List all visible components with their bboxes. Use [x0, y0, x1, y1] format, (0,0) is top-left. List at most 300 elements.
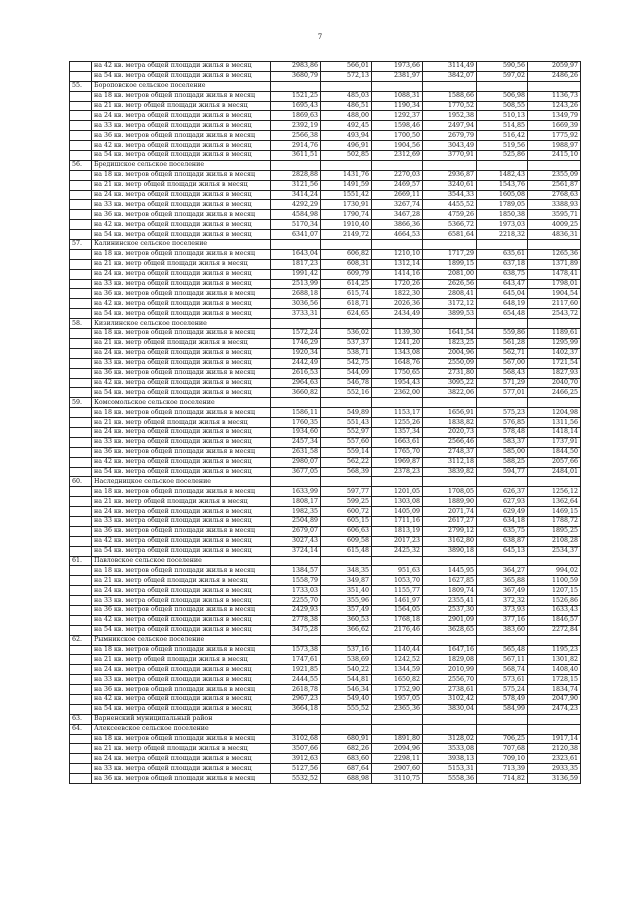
- value-cell: 508,55: [477, 101, 528, 111]
- value-cell: [423, 240, 477, 250]
- value-cell: [372, 714, 423, 724]
- value-cell: 1195,23: [528, 645, 581, 655]
- row-label: на 36 кв. метров общей площади жилья в месяц: [92, 289, 271, 299]
- row-label: Бороповское сельское поселение: [92, 81, 271, 91]
- value-cell: 377,16: [477, 615, 528, 625]
- row-index: 61.: [70, 556, 92, 566]
- value-cell: [321, 724, 372, 734]
- value-cell: [423, 714, 477, 724]
- value-cell: 562,71: [477, 348, 528, 358]
- value-cell: 1669,39: [528, 121, 581, 131]
- value-cell: 1730,91: [321, 200, 372, 210]
- value-cell: 629,49: [477, 507, 528, 517]
- value-cell: 600,72: [321, 507, 372, 517]
- value-cell: 568,43: [477, 368, 528, 378]
- row-index: 57.: [70, 240, 92, 250]
- value-cell: 1491,59: [321, 180, 372, 190]
- value-cell: [372, 724, 423, 734]
- value-cell: 572,13: [321, 71, 372, 81]
- value-cell: [271, 556, 321, 566]
- value-cell: 525,86: [477, 151, 528, 161]
- row-index: [70, 131, 92, 141]
- value-cell: 2026,36: [372, 299, 423, 309]
- value-cell: 3136,59: [528, 774, 581, 784]
- table-row: [70, 615, 581, 625]
- value-cell: 1895,25: [528, 526, 581, 536]
- row-index: [70, 180, 92, 190]
- table-row: [70, 388, 581, 398]
- row-index: 59.: [70, 398, 92, 408]
- row-index: [70, 497, 92, 507]
- value-cell: 638,87: [477, 536, 528, 546]
- value-cell: 648,19: [477, 299, 528, 309]
- value-cell: 1478,41: [528, 269, 581, 279]
- value-cell: 1720,26: [372, 279, 423, 289]
- value-cell: 2323,61: [528, 754, 581, 764]
- value-cell: 549,89: [321, 408, 372, 418]
- table-row: [70, 427, 581, 437]
- value-cell: 1750,65: [372, 368, 423, 378]
- value-cell: 4584,98: [271, 210, 321, 220]
- value-cell: 544,09: [321, 368, 372, 378]
- value-cell: 606,63: [321, 526, 372, 536]
- value-cell: 1934,60: [271, 427, 321, 437]
- value-cell: 1301,82: [528, 655, 581, 665]
- value-cell: 614,25: [321, 279, 372, 289]
- value-cell: 2415,10: [528, 151, 581, 161]
- value-cell: 552,16: [321, 388, 372, 398]
- row-label: Калининское сельское поселение: [92, 240, 271, 250]
- table-row: [70, 269, 581, 279]
- value-cell: [271, 714, 321, 724]
- value-cell: 1827,93: [528, 368, 581, 378]
- table-row: [70, 744, 581, 754]
- value-cell: 1760,35: [271, 418, 321, 428]
- value-cell: 635,75: [477, 526, 528, 536]
- value-cell: 615,48: [321, 546, 372, 556]
- value-cell: 1844,50: [528, 447, 581, 457]
- value-cell: 1605,08: [477, 190, 528, 200]
- value-cell: [372, 477, 423, 487]
- value-cell: 1303,08: [372, 497, 423, 507]
- value-cell: 683,60: [321, 754, 372, 764]
- row-label: на 36 кв. метров общей площади жилья в месяц: [92, 685, 271, 695]
- value-cell: 559,14: [321, 447, 372, 457]
- value-cell: 1904,56: [372, 141, 423, 151]
- table-row: [70, 497, 581, 507]
- value-cell: 608,31: [321, 259, 372, 269]
- value-cell: [271, 724, 321, 734]
- value-cell: 1746,29: [271, 338, 321, 348]
- value-cell: 3660,82: [271, 388, 321, 398]
- value-cell: 3095,22: [423, 378, 477, 388]
- table-row: [70, 180, 581, 190]
- row-label: на 33 кв. метра общей площади жилья в месяц: [92, 516, 271, 526]
- row-index: [70, 685, 92, 695]
- value-cell: 1526,86: [528, 596, 581, 606]
- value-cell: [372, 556, 423, 566]
- row-index: [70, 487, 92, 497]
- table-row: [70, 62, 581, 72]
- table-row: [70, 507, 581, 517]
- row-label: на 54 кв. метра общей площади жилья в месяц: [92, 71, 271, 81]
- table-row: [70, 774, 581, 784]
- value-cell: 2626,56: [423, 279, 477, 289]
- value-cell: 3830,04: [423, 704, 477, 714]
- value-cell: 3036,56: [271, 299, 321, 309]
- value-cell: 1695,43: [271, 101, 321, 111]
- value-cell: 3267,74: [372, 200, 423, 210]
- value-cell: 576,85: [477, 418, 528, 428]
- value-cell: [477, 556, 528, 566]
- value-cell: 713,39: [477, 764, 528, 774]
- value-cell: 1822,30: [372, 289, 423, 299]
- value-cell: 3172,12: [423, 299, 477, 309]
- table-row: [70, 556, 581, 566]
- value-cell: 2504,89: [271, 516, 321, 526]
- value-cell: 3162,80: [423, 536, 477, 546]
- value-cell: 1838,82: [423, 418, 477, 428]
- table-row: [70, 200, 581, 210]
- row-label: на 42 кв. метра общей площади жилья в месяц: [92, 220, 271, 230]
- value-cell: 1408,40: [528, 665, 581, 675]
- row-label: на 18 кв. метров общей площади жилья в месяц: [92, 566, 271, 576]
- value-cell: 2040,70: [528, 378, 581, 388]
- value-cell: 2980,07: [271, 457, 321, 467]
- value-cell: [423, 556, 477, 566]
- value-cell: [372, 81, 423, 91]
- value-cell: 557,60: [321, 437, 372, 447]
- value-cell: 1053,70: [372, 576, 423, 586]
- value-cell: 2768,63: [528, 190, 581, 200]
- table-row: [70, 91, 581, 101]
- row-index: [70, 704, 92, 714]
- row-index: [70, 695, 92, 705]
- row-label: на 42 кв. метра общей площади жилья в месяц: [92, 695, 271, 705]
- value-cell: 567,00: [477, 358, 528, 368]
- value-cell: 2434,49: [372, 309, 423, 319]
- value-cell: 1189,61: [528, 329, 581, 339]
- row-index: [70, 279, 92, 289]
- value-cell: 4664,53: [372, 230, 423, 240]
- value-cell: [528, 160, 581, 170]
- value-cell: 546,34: [321, 685, 372, 695]
- value-cell: 1311,56: [528, 418, 581, 428]
- table-row: [70, 190, 581, 200]
- table-row: [70, 477, 581, 487]
- table-row: [70, 111, 581, 121]
- row-label: на 36 кв. метров общей площади жилья в месяц: [92, 774, 271, 784]
- value-cell: 1952,38: [423, 111, 477, 121]
- row-index: [70, 615, 92, 625]
- table-row: [70, 536, 581, 546]
- row-index: [70, 655, 92, 665]
- value-cell: 709,10: [477, 754, 528, 764]
- value-cell: 2631,58: [271, 447, 321, 457]
- row-label: на 54 кв. метра общей площади жилья в месяц: [92, 309, 271, 319]
- value-cell: [321, 160, 372, 170]
- value-cell: 1717,29: [423, 249, 477, 259]
- value-cell: 486,51: [321, 101, 372, 111]
- value-cell: 4759,26: [423, 210, 477, 220]
- value-cell: 3102,68: [271, 734, 321, 744]
- value-cell: [477, 160, 528, 170]
- row-label: на 18 кв. метров общей площади жилья в месяц: [92, 645, 271, 655]
- value-cell: 1834,74: [528, 685, 581, 695]
- value-cell: 3027,43: [271, 536, 321, 546]
- table-row: [70, 596, 581, 606]
- value-cell: 2731,80: [423, 368, 477, 378]
- value-cell: 627,93: [477, 497, 528, 507]
- value-cell: 2355,09: [528, 170, 581, 180]
- value-cell: 645,04: [477, 289, 528, 299]
- value-cell: 2425,32: [372, 546, 423, 556]
- table-row: [70, 289, 581, 299]
- table-row: [70, 675, 581, 685]
- row-label: на 42 кв. метра общей площади жилья в месяц: [92, 62, 271, 72]
- row-index: 56.: [70, 160, 92, 170]
- row-index: [70, 645, 92, 655]
- row-index: [70, 141, 92, 151]
- value-cell: 1139,30: [372, 329, 423, 339]
- value-cell: 1643,04: [271, 249, 321, 259]
- value-cell: 1775,92: [528, 131, 581, 141]
- value-cell: 6581,64: [423, 230, 477, 240]
- value-cell: 3842,07: [423, 71, 477, 81]
- value-cell: 383,60: [477, 625, 528, 635]
- table-row: [70, 220, 581, 230]
- row-label: на 33 кв. метра общей площади жилья в месяц: [92, 279, 271, 289]
- value-cell: 1588,66: [423, 91, 477, 101]
- row-index: [70, 101, 92, 111]
- value-cell: 3733,31: [271, 309, 321, 319]
- table-row: [70, 467, 581, 477]
- value-cell: 1136,73: [528, 91, 581, 101]
- value-cell: 3677,05: [271, 467, 321, 477]
- value-cell: 1190,34: [372, 101, 423, 111]
- value-cell: 1656,91: [423, 408, 477, 418]
- table-row: [70, 309, 581, 319]
- value-cell: 2474,23: [528, 704, 581, 714]
- table-row: [70, 704, 581, 714]
- value-cell: 3866,36: [372, 220, 423, 230]
- row-index: [70, 151, 92, 161]
- value-cell: 3110,75: [372, 774, 423, 784]
- table-row: [70, 378, 581, 388]
- value-cell: 3938,13: [423, 754, 477, 764]
- value-cell: 1633,43: [528, 605, 581, 615]
- value-cell: 1650,82: [372, 675, 423, 685]
- value-cell: 372,32: [477, 596, 528, 606]
- row-label: на 36 кв. метров общей площади жилья в месяц: [92, 605, 271, 615]
- row-label: на 36 кв. метров общей площади жилья в месяц: [92, 368, 271, 378]
- value-cell: 360,53: [321, 615, 372, 625]
- value-cell: 2020,73: [423, 427, 477, 437]
- table-row: [70, 546, 581, 556]
- value-cell: 654,48: [477, 309, 528, 319]
- value-cell: 588,25: [477, 457, 528, 467]
- value-cell: 549,40: [321, 695, 372, 705]
- value-cell: 1445,95: [423, 566, 477, 576]
- value-cell: 5366,72: [423, 220, 477, 230]
- value-cell: 519,56: [477, 141, 528, 151]
- row-index: [70, 625, 92, 635]
- value-cell: 1312,14: [372, 259, 423, 269]
- value-cell: 1829,08: [423, 655, 477, 665]
- value-cell: 2778,38: [271, 615, 321, 625]
- value-cell: 599,25: [321, 497, 372, 507]
- value-cell: 3388,93: [528, 200, 581, 210]
- value-cell: 364,27: [477, 566, 528, 576]
- value-cell: 1648,76: [372, 358, 423, 368]
- value-cell: 1850,38: [477, 210, 528, 220]
- value-cell: 552,97: [321, 427, 372, 437]
- value-cell: [321, 398, 372, 408]
- row-label: Комсомольское сельское поселение: [92, 398, 271, 408]
- value-cell: 1708,05: [423, 487, 477, 497]
- table-row: [70, 724, 581, 734]
- table-row: [70, 101, 581, 111]
- table-row: [70, 230, 581, 240]
- value-cell: 3628,65: [423, 625, 477, 635]
- row-label: на 18 кв. метров общей площади жилья в месяц: [92, 91, 271, 101]
- row-index: [70, 586, 92, 596]
- value-cell: 3475,28: [271, 625, 321, 635]
- value-cell: [271, 160, 321, 170]
- value-cell: 2618,78: [271, 685, 321, 695]
- value-cell: 538,71: [321, 348, 372, 358]
- table-row: [70, 170, 581, 180]
- row-label: Наследницкое сельское поселение: [92, 477, 271, 487]
- table-row: [70, 81, 581, 91]
- value-cell: [372, 398, 423, 408]
- row-label: на 18 кв. метров общей площади жилья в месяц: [92, 408, 271, 418]
- row-index: [70, 516, 92, 526]
- value-cell: 514,85: [477, 121, 528, 131]
- row-label: на 42 кв. метра общей площади жилья в месяц: [92, 615, 271, 625]
- row-label: на 33 кв. метра общей площади жилья в месяц: [92, 764, 271, 774]
- value-cell: 2429,93: [271, 605, 321, 615]
- table-row: [70, 734, 581, 744]
- value-cell: 645,13: [477, 546, 528, 556]
- row-index: 63.: [70, 714, 92, 724]
- value-cell: 1973,03: [477, 220, 528, 230]
- value-cell: 1140,44: [372, 645, 423, 655]
- value-cell: 1823,25: [423, 338, 477, 348]
- value-cell: 546,78: [321, 378, 372, 388]
- value-cell: 357,49: [321, 605, 372, 615]
- row-label: на 42 кв. метра общей площади жилья в месяц: [92, 457, 271, 467]
- value-cell: 351,40: [321, 586, 372, 596]
- value-cell: 2120,38: [528, 744, 581, 754]
- row-label: на 54 кв. метра общей площади жилья в месяц: [92, 230, 271, 240]
- value-cell: 2967,23: [271, 695, 321, 705]
- value-cell: 537,16: [321, 645, 372, 655]
- value-cell: 583,37: [477, 437, 528, 447]
- value-cell: 2094,96: [372, 744, 423, 754]
- value-cell: 1418,14: [528, 427, 581, 437]
- value-cell: 1204,98: [528, 408, 581, 418]
- value-cell: 1809,74: [423, 586, 477, 596]
- value-cell: [372, 319, 423, 329]
- table-row: [70, 645, 581, 655]
- value-cell: 536,02: [321, 329, 372, 339]
- table-row: [70, 398, 581, 408]
- value-cell: 2679,07: [271, 526, 321, 536]
- value-cell: 3240,61: [423, 180, 477, 190]
- value-cell: 5153,31: [423, 764, 477, 774]
- row-label: на 54 кв. метра общей площади жилья в месяц: [92, 546, 271, 556]
- value-cell: 638,75: [477, 269, 528, 279]
- row-label: на 21 кв. метр общей площади жилья в месяц: [92, 744, 271, 754]
- value-cell: 605,15: [321, 516, 372, 526]
- value-cell: 1482,43: [477, 170, 528, 180]
- row-index: [70, 200, 92, 210]
- value-cell: 2004,96: [423, 348, 477, 358]
- row-label: Алексеевское сельское поселение: [92, 724, 271, 734]
- value-cell: 1982,35: [271, 507, 321, 517]
- value-cell: [528, 556, 581, 566]
- value-cell: 373,93: [477, 605, 528, 615]
- row-label: Варненский муниципальный район: [92, 714, 271, 724]
- table-row: [70, 151, 581, 161]
- row-index: [70, 754, 92, 764]
- value-cell: 1904,54: [528, 289, 581, 299]
- value-cell: 566,01: [321, 62, 372, 72]
- value-cell: 578,49: [477, 695, 528, 705]
- value-cell: 2176,46: [372, 625, 423, 635]
- value-cell: 3664,18: [271, 704, 321, 714]
- value-cell: 1700,50: [372, 131, 423, 141]
- row-index: 55.: [70, 81, 92, 91]
- row-index: [70, 596, 92, 606]
- value-cell: 635,61: [477, 249, 528, 259]
- value-cell: 575,24: [477, 685, 528, 695]
- value-cell: [372, 160, 423, 170]
- table-row: [70, 418, 581, 428]
- value-cell: 3595,71: [528, 210, 581, 220]
- row-label: на 18 кв. метров общей площади жилья в месяц: [92, 170, 271, 180]
- row-index: [70, 269, 92, 279]
- value-cell: 714,82: [477, 774, 528, 784]
- table-row: [70, 695, 581, 705]
- value-cell: 1088,31: [372, 91, 423, 101]
- row-label: на 24 кв. метра общей площади жилья в месяц: [92, 111, 271, 121]
- row-label: на 42 кв. метра общей площади жилья в месяц: [92, 141, 271, 151]
- value-cell: 618,71: [321, 299, 372, 309]
- value-cell: 2513,99: [271, 279, 321, 289]
- row-index: [70, 91, 92, 101]
- row-label: на 54 кв. метра общей площади жилья в месяц: [92, 625, 271, 635]
- value-cell: 3544,33: [423, 190, 477, 200]
- row-label: на 42 кв. метра общей площади жилья в месяц: [92, 299, 271, 309]
- value-cell: 2669,11: [372, 190, 423, 200]
- value-cell: [477, 81, 528, 91]
- value-cell: [528, 240, 581, 250]
- value-cell: 2983,86: [271, 62, 321, 72]
- value-cell: 2392,19: [271, 121, 321, 131]
- value-cell: 538,69: [321, 655, 372, 665]
- row-label: Кизилинское сельское поселение: [92, 319, 271, 329]
- value-cell: [271, 319, 321, 329]
- value-cell: [372, 240, 423, 250]
- row-index: [70, 526, 92, 536]
- value-cell: 2679,79: [423, 131, 477, 141]
- value-cell: 2081,00: [423, 269, 477, 279]
- value-cell: [423, 477, 477, 487]
- table-row: [70, 210, 581, 220]
- value-cell: 634,18: [477, 516, 528, 526]
